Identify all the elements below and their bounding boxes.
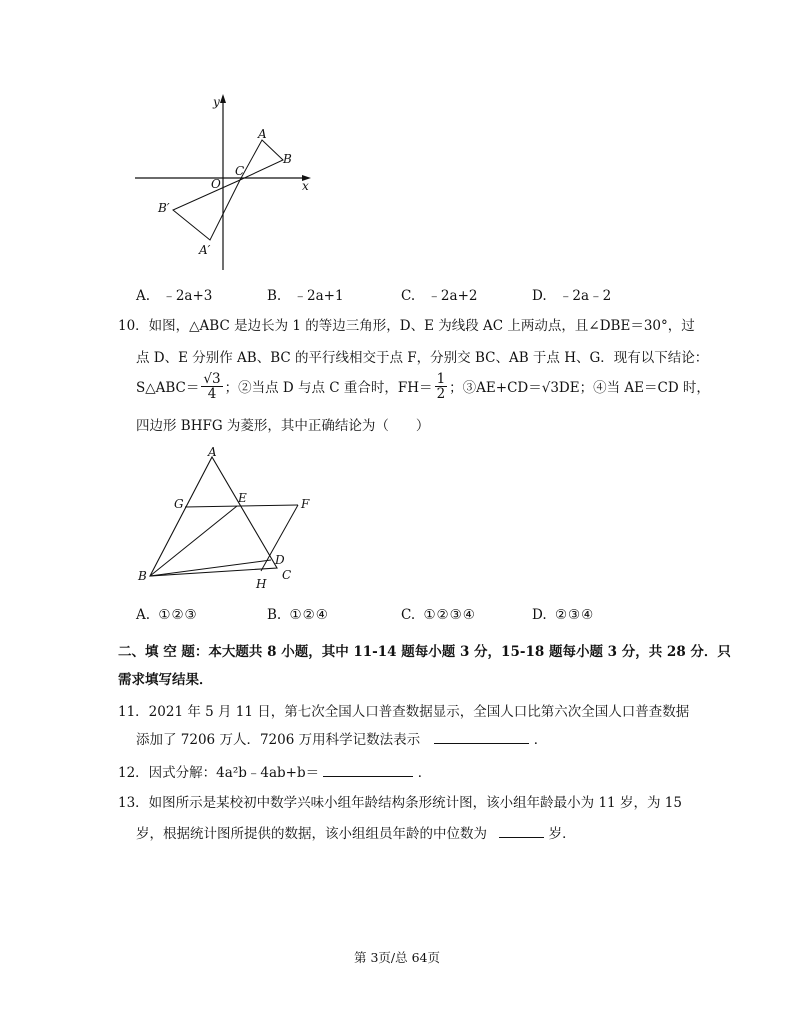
q11-line2 <box>136 728 547 748</box>
segment-be <box>150 506 237 576</box>
option-key: C. <box>401 288 416 304</box>
label-ap: A′ <box>199 243 211 257</box>
q10-line2: 点 D、E 分别作 AB、BC 的平行线相交于点 F，分别交 BC、AB 于点 H、G．现有以下结论： <box>136 350 709 366</box>
q10-option-c <box>401 607 476 623</box>
q11-answer-blank[interactable] <box>434 731 529 744</box>
option-key: C. <box>401 607 416 623</box>
option-text: ﹣2a﹣2 <box>558 288 612 304</box>
q10-mid-text: ；②当点 D 与点 C 重合时，FH＝ <box>224 380 433 396</box>
q12-text: 12．因式分解：4a²b﹣4ab+b＝ <box>118 765 320 781</box>
option-text: ﹣2a+3 <box>162 288 213 304</box>
q11-text: 添加了 7206 万人．7206 万用科学记数法表示 <box>136 732 421 748</box>
fraction-sqrt3-over-4 <box>201 372 222 401</box>
label-a2: A <box>208 445 217 459</box>
page-footer: 第 3页/总 64页 <box>353 950 441 965</box>
q10-area-label: S△ABC＝ <box>136 380 200 396</box>
option-key: D. <box>532 288 547 304</box>
fraction-numerator: 1 <box>436 370 446 387</box>
y-axis-arrow <box>220 94 226 103</box>
q10-option-b <box>267 607 329 623</box>
section-2-heading-line2: 需求填写结果． <box>118 672 213 688</box>
q10-line1: 10．如图，△ABC 是边长为 1 的等边三角形，D、E 为线段 AC 上两动点，且∠DBE＝30°，过 <box>118 318 695 334</box>
label-x: x <box>302 179 309 193</box>
option-text: ①②④ <box>289 607 329 623</box>
q9-option-c <box>401 284 477 304</box>
option-key: B. <box>267 288 282 304</box>
triangle-apbpc <box>173 180 240 240</box>
segment-bd <box>150 560 271 576</box>
label-y: y <box>213 95 220 109</box>
label-c2: C <box>282 568 292 582</box>
label-f: F <box>301 497 310 511</box>
q10-option-d <box>532 607 594 623</box>
option-key: D. <box>532 607 547 623</box>
label-a: A <box>258 127 267 141</box>
q12-answer-blank[interactable] <box>323 764 413 777</box>
label-e: E <box>238 491 247 505</box>
label-c: C <box>235 164 245 178</box>
triangle-abc <box>240 140 283 180</box>
q11-line1: 11．2021 年 5 月 11 日，第七次全国人口普查数据显示，全国人口比第六次全国人口普查数据 <box>118 704 690 720</box>
q10-suffix-text: ；③AE+CD＝√3DE；④当 AE＝CD 时， <box>449 380 710 396</box>
q9-option-a <box>136 284 212 304</box>
label-h: H <box>256 577 267 591</box>
triangle-abc-2 <box>150 457 277 576</box>
fraction-denominator: 4 <box>207 385 217 402</box>
option-text: ①②③④ <box>423 607 476 623</box>
label-bp: B′ <box>158 201 170 215</box>
option-key: A. <box>136 607 151 623</box>
fraction-denominator: 2 <box>436 385 446 402</box>
option-text: ﹣2a+2 <box>427 288 478 304</box>
q9-option-b <box>267 284 344 304</box>
q13-end: 岁． <box>548 826 576 842</box>
q12-line <box>118 761 431 781</box>
label-d: D <box>275 553 285 567</box>
fraction-one-half <box>435 372 448 401</box>
fraction-numerator: √3 <box>203 370 221 387</box>
option-text: ①②③ <box>158 607 198 623</box>
q13-line1: 13．如图所示是某校初中数学兴味小组年龄结构条形统计图，该小组年龄最小为 11 岁，为 15 <box>118 795 682 811</box>
q12-end: ． <box>417 765 432 781</box>
figure-triangle-rhombus <box>130 442 320 592</box>
option-text: ②③④ <box>554 607 595 623</box>
q13-answer-blank[interactable] <box>499 825 544 838</box>
q9-option-d <box>532 284 611 304</box>
label-b2: B <box>138 569 147 583</box>
q10-line3 <box>136 368 710 404</box>
option-key: A. <box>136 288 151 304</box>
figure-coordinate-triangles <box>125 88 325 278</box>
label-o: O <box>211 177 221 191</box>
option-key: B. <box>267 607 282 623</box>
q13-text: 岁，根据统计图所提供的数据，该小组组员年龄的中位数为 <box>136 826 487 842</box>
q13-line2 <box>136 822 576 842</box>
label-g: G <box>174 497 184 511</box>
q11-end: ． <box>533 732 548 748</box>
q10-line4: 四边形 BHFG 为菱形，其中正确结论为（ ） <box>136 418 430 434</box>
section-2-heading-line1: 二、填 空 题：本大题共 8 小题，其中 11-14 题每小题 3 分，15-18 题每小题 3 分，共 28 分．只 <box>118 644 731 660</box>
option-text: ﹣2a+1 <box>293 288 344 304</box>
q10-option-a <box>136 607 198 623</box>
label-b: B <box>283 152 292 166</box>
